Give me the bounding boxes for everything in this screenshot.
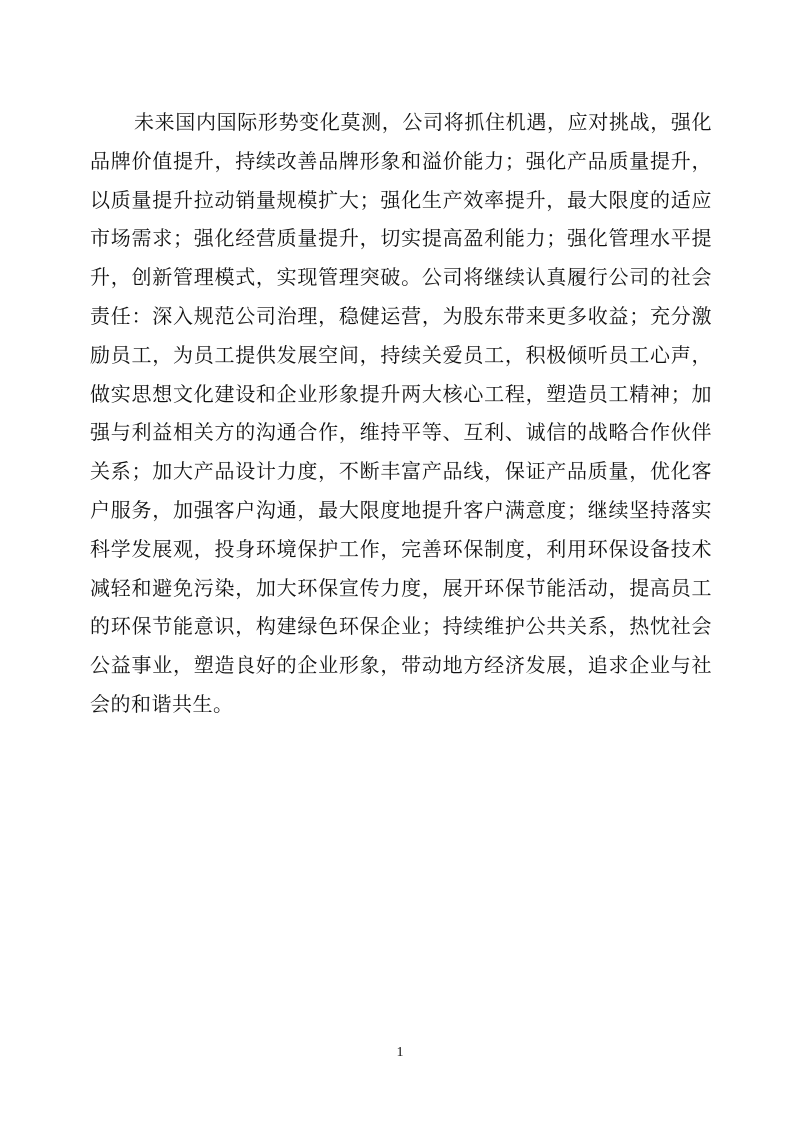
page-number: 1 xyxy=(396,1045,404,1060)
page-content xyxy=(90,104,712,725)
page-footer xyxy=(0,1043,800,1061)
body-paragraph: 未来国内国际形势变化莫测，公司将抓住机遇，应对挑战，强化品牌价值提升，持续改善品牌形象和溢价能力；强化产品质量提升，以质量提升拉动销量规模扩大；强化生产效率提升，最大限度的适应市场需求；强化经营质量提升，切实提高盈利能力；强化管理水平提升，创新管理模式，实现管理突破。公司将继续认真履行公司的社会责任：深入规范公司治理，稳健运营，为股东带来更多收益；充分激励员工，为员工提供发展空间，持续关爱员工，积极倾听员工心声，做实思想文化建设和企业形象提升两大核心工程，塑造员工精神；加强与利益相关方的沟通合作，维持平等、互利、诚信的战略合作伙伴关系；加大产品设计力度，不断丰富产品线，保证产品质量，优化客户服务，加强客户沟通，最大限度地提升客户满意度；继续坚持落实科学发展观，投身环境保护工作，完善环保制度，利用环保设备技术减轻和避免污染，加大环保宣传力度，展开环保节能活动，提高员工的环保节能意识，构建绿色环保企业；持续维护公共关系，热忱社会公益事业，塑造良好的企业形象，带动地方经济发展，追求企业与社会的和谐共生。 xyxy=(90,112,712,716)
